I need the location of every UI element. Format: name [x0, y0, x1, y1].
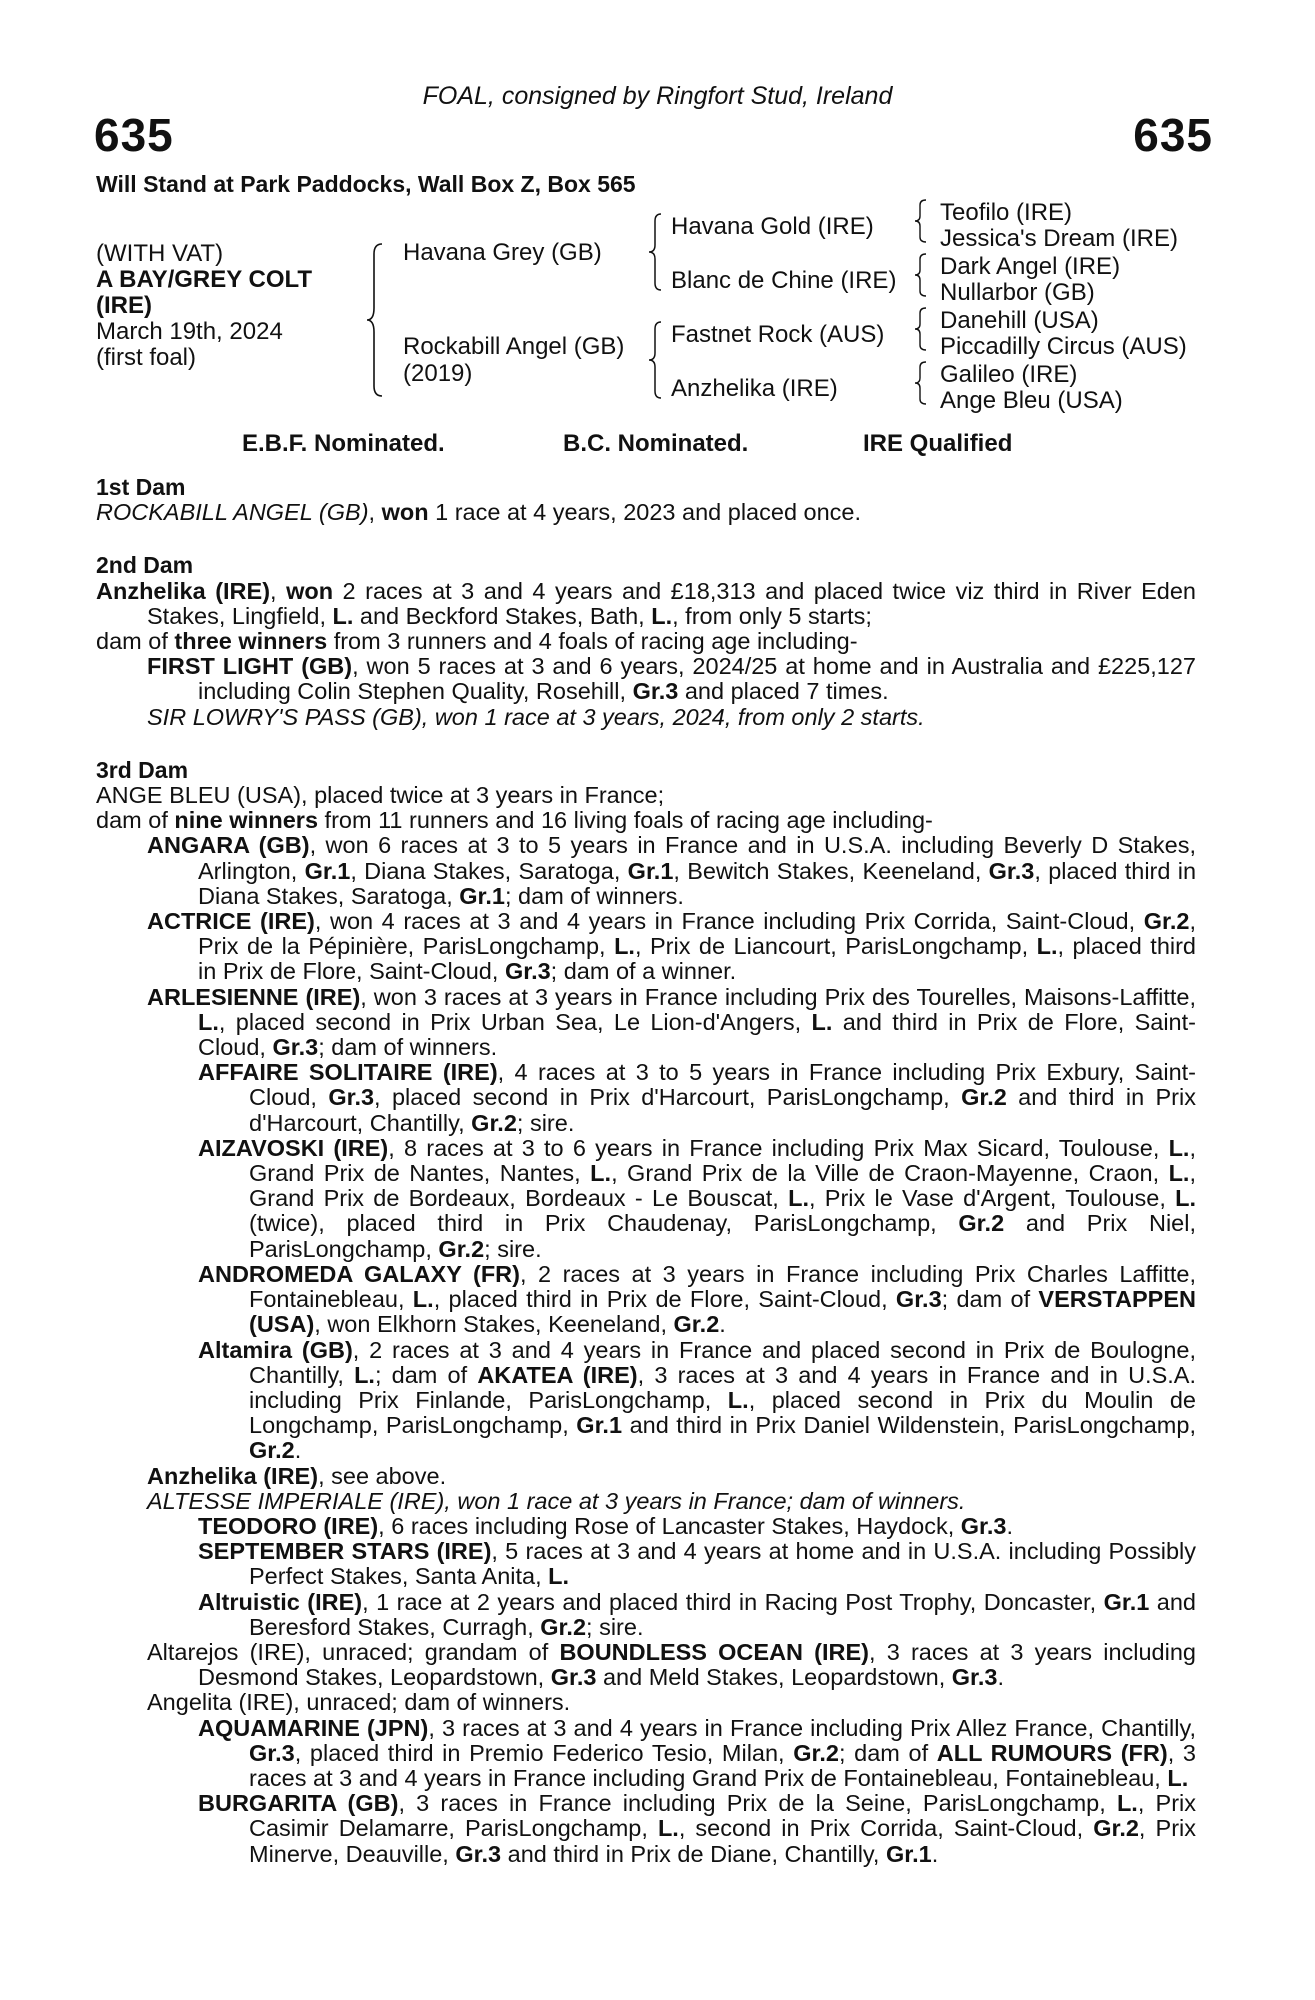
record-text: and third in Prix Daniel Wildenstein, ParisLongchamp, [622, 1412, 1196, 1439]
bold-text: Gr.2 [793, 1739, 839, 1766]
sire: Havana Grey (GB) [403, 239, 602, 266]
bold-text: Gr.3 [895, 1286, 942, 1313]
produce-entry [96, 1514, 1196, 1539]
second-dam-record-2: and Beckford Stakes, Bath, [353, 602, 652, 629]
bold-text: AFFAIRE SOLITAIRE (IRE) [198, 1059, 498, 1086]
record-text: , placed second in Prix du Moulin de Longchamp, ParisLongchamp, [249, 1386, 1197, 1439]
produce-entry [96, 1262, 1196, 1338]
bold-text: Altruistic (IRE) [198, 1588, 363, 1615]
bold-text: Gr.1 [576, 1412, 623, 1439]
first-dam-record: 1 race at 4 years, 2023 and placed once. [428, 499, 862, 526]
bold-text: L. [1175, 1185, 1197, 1212]
grandparent-5: Danehill (USA) [940, 307, 1099, 334]
record-text: , 3 races at 3 and 4 years in France including Grand Prix de Fontainebleau, Fontainebleau, [249, 1739, 1196, 1791]
grandparent-6: Piccadilly Circus (AUS) [940, 333, 1187, 360]
bold-text: Gr.3 [455, 1840, 502, 1867]
record-text: ; dam of a winner. [550, 958, 737, 985]
grandparent-7: Galileo (IRE) [940, 361, 1078, 388]
produce-entry [96, 1716, 1196, 1792]
bold-text: L. [1116, 1790, 1138, 1817]
record-text: Altarejos (IRE), unraced; grandam of [147, 1638, 560, 1665]
second-dam-record-3: , from only 5 starts; [672, 602, 872, 629]
bold-text: L. [614, 933, 635, 960]
produce-entry [96, 1136, 1196, 1262]
grandparent-8: Ange Bleu (USA) [940, 387, 1123, 414]
third-dam-heading: 3rd Dam [96, 756, 189, 783]
produce-entry [96, 909, 1196, 985]
record-text: , Prix de la Pépinière, ParisLongchamp, [198, 908, 1196, 960]
dam-sire: Fastnet Rock (AUS) [671, 321, 885, 348]
record-text: , placed third in Prix de Flore, Saint-Cloud, [198, 933, 1197, 985]
second-dam-produce-intro [96, 629, 1196, 654]
third-dam-produce-intro [96, 808, 1196, 833]
record-text: , 4 races at 3 to 5 years in France including Prix Exbury, Saint-Cloud, [249, 1059, 1197, 1111]
record-text: , 2 races at 3 years in France including Prix Charles Laffitte, Fontainebleau, [249, 1260, 1196, 1313]
record-text: , 3 races at 3 and 4 years in France including Prix Allez France, Chantilly, [428, 1714, 1196, 1741]
pedigree-brace-g1 [914, 198, 928, 244]
horse-description: A BAY/GREY COLT [96, 266, 313, 293]
bold-text: BOUNDLESS OCEAN (IRE) [559, 1638, 870, 1665]
bold-text: L. [1167, 1764, 1189, 1791]
record-text: , placed second in Prix d'Harcourt, ParisLongchamp, [374, 1084, 962, 1111]
ire-qualified: IRE Qualified [863, 430, 1013, 457]
record-text: , Diana Stakes, Saratoga, [350, 857, 628, 884]
second-dam-record: 2 races at 3 and 4 years and £18,313 and placed twice viz third in River Eden Stakes, Lingfield, [147, 577, 1197, 629]
record-text: ; sire. [484, 1235, 542, 1262]
record-text: . [997, 1664, 1005, 1691]
group-marker: Gr.3 [632, 678, 679, 705]
winners-count: nine winners [174, 807, 319, 834]
record-text: , second in Prix Corrida, Saint-Cloud, [678, 1815, 1094, 1842]
bold-text: L. [811, 1008, 833, 1035]
grandparent-2: Jessica's Dream (IRE) [940, 225, 1178, 252]
record-text: ; dam of winners. [505, 882, 684, 909]
dam-of-suffix: from 3 runners and 4 foals of racing age including- [327, 628, 858, 655]
listed-marker: L. [332, 602, 354, 629]
second-dam-name: Anzhelika (IRE) [96, 577, 271, 604]
bold-text: ALL RUMOURS (FR) [936, 1739, 1168, 1766]
record-text: , 3 races in France including Prix de la Seine, ParisLongchamp, [398, 1790, 1117, 1817]
grandparent-4: Nullarbor (GB) [940, 279, 1095, 306]
record-text: , 3 races at 3 and 4 years in France and in U.S.A. including Prix Finlande, ParisLongchamp, [249, 1361, 1196, 1413]
record-text: and Prix Niel, ParisLongchamp, [249, 1210, 1197, 1262]
second-dam-won: won [286, 577, 334, 604]
second-dam-entry: Anzhelika (IRE), won 2 races at 3 and 4 years and £18,313 and placed twice viz third in River Eden Stakes, Lingfield, L. and Beckford Stakes, Bath, L., from only 5 starts; [96, 577, 1197, 629]
record-text: , won 4 races at 3 and 4 years in France including Prix Corrida, Saint-Cloud, [314, 908, 1144, 935]
dam-of-prefix: dam of [96, 628, 175, 655]
record-text: , Grand Prix de Nantes, Nantes, [249, 1134, 1196, 1187]
record-text: . [719, 1311, 726, 1338]
produce-entry [96, 654, 1196, 704]
grandparent-3: Dark Angel (IRE) [940, 253, 1121, 280]
horse-country: (IRE) [96, 292, 152, 319]
bold-text: Gr.3 [328, 1084, 375, 1111]
bold-text: Gr.2 [1143, 908, 1190, 935]
bold-text: VERSTAPPEN (USA) [249, 1286, 1196, 1338]
stand-location: Will Stand at Park Paddocks, Wall Box Z, Box 565 [96, 171, 636, 197]
bold-text: L. [1168, 1134, 1190, 1161]
bold-text: Gr.3 [550, 1664, 597, 1691]
pedigree-brace-g2 [914, 252, 928, 298]
record-text: and third in Prix de Flore, Saint-Cloud, [198, 1008, 1196, 1061]
bold-text: Gr.2 [249, 1437, 295, 1464]
dam-dam: Anzhelika (IRE) [671, 375, 838, 402]
record-text: , placed third in Diana Stakes, Saratoga, [198, 857, 1197, 909]
bc-nomination: B.C. Nominated. [563, 430, 749, 457]
record-text: ; sire. [586, 1613, 644, 1640]
sire-dam: Blanc de Chine (IRE) [671, 267, 897, 294]
pedigree-brace-dam [648, 320, 664, 400]
dam-of-suffix: from 11 runners and 16 living foals of racing age including- [318, 807, 933, 834]
record-text: ; dam of [374, 1361, 478, 1388]
first-foal-note: (first foal) [96, 344, 197, 371]
dam: Rockabill Angel (GB) [403, 333, 625, 360]
ebf-nomination: E.B.F. Nominated. [242, 430, 445, 457]
record-text: , placed third in Premio Federico Tesio, Milan, [294, 1739, 794, 1766]
bold-text: L. [354, 1361, 375, 1388]
sire-sire: Havana Gold (IRE) [671, 213, 874, 240]
bold-text: Gr.3 [504, 958, 551, 985]
bold-text: Gr.3 [951, 1664, 998, 1691]
bold-text: L. [198, 1008, 219, 1035]
bold-text: AIZAVOSKI (IRE) [198, 1134, 389, 1161]
produce-record: , won 5 races at 3 and 6 years, 2024/25 at home and in Australia and £225,127 including Colin Stephen Quality, Rosehill, [198, 653, 1196, 705]
bold-text: Gr.1 [886, 1840, 932, 1867]
bold-text: Gr.1 [627, 857, 674, 884]
produce-entry: SIR LOWRY'S PASS (GB), won 1 race at 3 years, 2024, from only 2 starts. [147, 703, 925, 730]
record-text: , Prix Casimir Delamarre, ParisLongchamp, [249, 1790, 1196, 1842]
dam-year: (2019) [403, 360, 473, 387]
record-text: , won Elkhorn Stakes, Keeneland, [314, 1311, 674, 1338]
record-text: . [294, 1437, 302, 1464]
first-dam-name: ROCKABILL ANGEL (GB) [96, 499, 369, 526]
bold-text: Gr.1 [304, 857, 351, 884]
produce-entry [96, 985, 1196, 1061]
vat-label: (WITH VAT) [96, 240, 224, 267]
record-text: ; dam of [838, 1739, 937, 1766]
produce-entry [96, 1539, 1196, 1589]
record-text: , Prix le Vase d'Argent, Toulouse, [808, 1185, 1176, 1212]
pedigree-brace-sire [648, 212, 664, 292]
bold-text: Gr.3 [272, 1034, 319, 1061]
bold-text: ANDROMEDA GALAXY (FR) [198, 1260, 520, 1287]
bold-text: Gr.2 [961, 1084, 1007, 1111]
record-text: , placed third in Prix de Flore, Saint-Cloud, [433, 1286, 896, 1313]
record-text: and Beresford Stakes, Curragh, [249, 1588, 1196, 1640]
catalogue-body [96, 475, 1196, 1867]
bold-text: Gr.2 [540, 1613, 587, 1640]
record-text: ; sire. [516, 1109, 575, 1136]
produce-name: FIRST LIGHT (GB) [147, 653, 353, 680]
record-text: , see above. [318, 1462, 447, 1489]
first-dam-entry: ROCKABILL ANGEL (GB), won 1 race at 4 years, 2023 and placed once. [96, 499, 862, 526]
produce-entry [96, 1640, 1196, 1690]
bold-text: TEODORO (IRE) [198, 1512, 379, 1539]
dam-of-prefix: dam of [96, 807, 175, 834]
bold-text: L. [1168, 1160, 1190, 1187]
bold-text: ACTRICE (IRE) [147, 908, 315, 935]
consignor-line: FOAL, consigned by Ringfort Stud, Ireland [422, 82, 893, 110]
italic-text: ALTESSE IMPERIALE (IRE), won 1 race at 3 years in France; dam of winners. [147, 1487, 966, 1514]
bold-text: Altamira (GB) [198, 1336, 353, 1363]
record-text: and third in Prix d'Harcourt, Chantilly, [249, 1084, 1196, 1136]
bold-text: ARLESIENNE (IRE) [147, 983, 361, 1010]
bold-text: Gr.2 [438, 1235, 485, 1262]
produce-entry [96, 1338, 1196, 1464]
record-text: , 1 race at 2 years and placed third in Racing Post Trophy, Doncaster, [362, 1588, 1104, 1615]
first-dam-heading: 1st Dam [96, 474, 186, 500]
lot-number-left: 635 [94, 109, 174, 161]
bold-text: Gr.2 [471, 1109, 517, 1136]
winners-count: three winners [174, 628, 328, 655]
bold-text: L. [788, 1185, 809, 1212]
pedigree-brace-g3 [914, 306, 928, 352]
pedigree-brace-g4 [914, 360, 928, 406]
bold-text: AKATEA (IRE) [477, 1361, 638, 1388]
bold-text: Gr.1 [459, 882, 505, 909]
record-text: , 5 races at 3 and 4 years at home and in U.S.A. including Possibly Perfect Stakes, Santa Anita, [249, 1538, 1197, 1590]
bold-text: Anzhelika (IRE) [147, 1462, 319, 1489]
bold-text: Gr.2 [1093, 1815, 1139, 1842]
lot-number-right: 635 [1133, 109, 1213, 161]
third-dam-produce-list [96, 833, 1196, 1866]
record-text: , won 6 races at 3 to 5 years in France and in U.S.A. including Beverly D Stakes, Arlington, [198, 832, 1196, 884]
bold-text: Gr.3 [960, 1512, 1007, 1539]
record-text: , Grand Prix de Bordeaux, Bordeaux - Le Bouscat, [249, 1160, 1196, 1212]
bold-text: Gr.2 [958, 1210, 1005, 1237]
bold-text: SEPTEMBER STARS (IRE) [198, 1538, 492, 1565]
third-dam-intro: ANGE BLEU (USA), placed twice at 3 years in France; [96, 782, 665, 809]
listed-marker: L. [651, 602, 673, 629]
record-text: and third in Prix de Diane, Chantilly, [501, 1840, 886, 1867]
record-text: , 8 races at 3 to 6 years in France including Prix Max Sicard, Toulouse, [388, 1134, 1169, 1161]
produce-entry [96, 1464, 1196, 1489]
record-text: , 6 races including Rose of Lancaster Stakes, Haydock, [378, 1512, 961, 1539]
record-text: , placed second in Prix Urban Sea, Le Lion-d'Angers, [218, 1008, 812, 1035]
grandparent-1: Teofilo (IRE) [940, 199, 1073, 226]
bold-text: BURGARITA (GB) [198, 1790, 399, 1817]
produce-entry [96, 1590, 1196, 1640]
first-dam-won: won [381, 499, 429, 526]
foaling-date: March 19th, 2024 [96, 318, 283, 345]
record-text: and Meld Stakes, Leopardstown, [596, 1664, 952, 1691]
record-text: , won 3 races at 3 years in France including Prix des Tourelles, Maisons-Laffitte, [360, 983, 1196, 1010]
record-text: (twice), placed third in Prix Chaudenay, ParisLongchamp, [249, 1210, 959, 1237]
bold-text: Gr.1 [1103, 1588, 1150, 1615]
record-text: , Prix de Liancourt, ParisLongchamp, [634, 933, 1037, 960]
produce-entry [96, 1489, 1196, 1514]
record-text: ; dam of [941, 1286, 1039, 1313]
bold-text: Gr.3 [249, 1739, 295, 1766]
bold-text: L. [590, 1160, 612, 1187]
record-text: , Bewitch Stakes, Keeneland, [673, 857, 989, 884]
bold-text: L. [412, 1286, 434, 1313]
bold-text: L. [657, 1815, 679, 1842]
produce-entry [96, 1791, 1196, 1867]
bold-text: AQUAMARINE (JPN) [198, 1714, 429, 1741]
bold-text: L. [548, 1563, 570, 1590]
produce-entry [96, 1690, 1196, 1715]
record-text: . [931, 1840, 939, 1867]
produce-entry [96, 1060, 1196, 1136]
produce-entry [96, 833, 1196, 909]
bold-text: L. [727, 1386, 749, 1413]
bold-text: ANGARA (GB) [147, 832, 310, 859]
produce-record-2: and placed 7 times. [678, 678, 889, 705]
bold-text: L. [1036, 933, 1058, 960]
bold-text: Gr.3 [988, 857, 1035, 884]
record-text: . [1006, 1512, 1014, 1539]
record-text: , 3 races at 3 years including Desmond Stakes, Leopardstown, [198, 1638, 1196, 1691]
second-dam-heading: 2nd Dam [96, 552, 194, 579]
record-text: , Prix Minerve, Deauville, [249, 1815, 1196, 1867]
record-text: , 2 races at 3 and 4 years in France and placed second in Prix de Boulogne, Chantilly, [249, 1336, 1196, 1388]
record-text: Angelita (IRE), unraced; dam of winners. [147, 1689, 571, 1716]
record-text: ; dam of winners. [318, 1034, 498, 1061]
pedigree-brace-main [366, 242, 386, 398]
record-text: , Grand Prix de la Ville de Craon-Mayenne, Craon, [611, 1160, 1169, 1187]
bold-text: Gr.2 [673, 1311, 720, 1338]
